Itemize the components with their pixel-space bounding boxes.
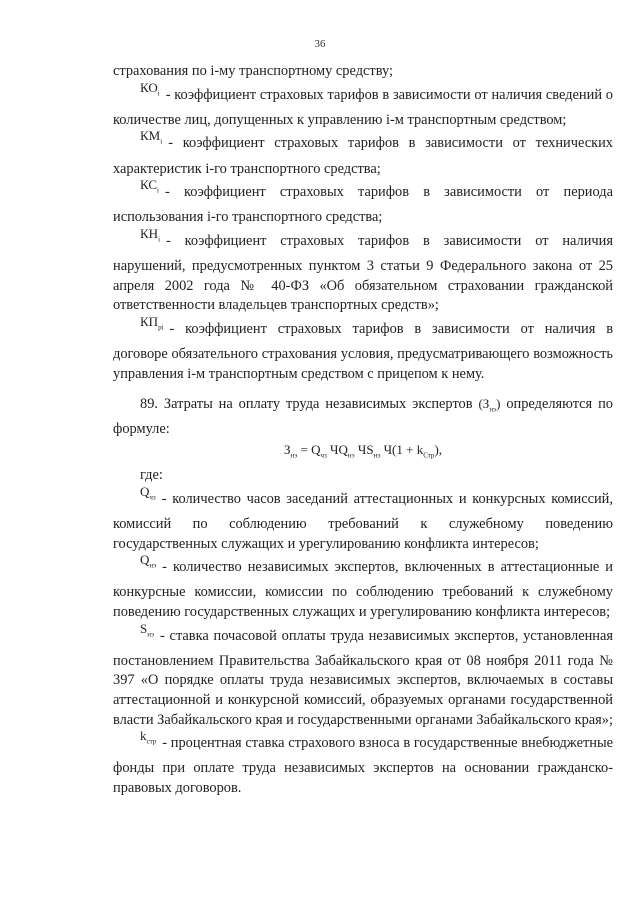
definition-km: $КМ_i$ - коэффициент страховых тарифов в зависимости от технических характеристик i-го транспортного средства;: [113, 128, 613, 177]
definition-ko: $КО_i$ - коэффициент страховых тарифов в зависимости от наличия сведений о количестве лиц, допущенных к управлению i-м транспортным средством;: [113, 79, 613, 128]
where-qchz: $Q_{чз}$ - количество часов заседаний аттестационных и конкурсных комиссий, комиссий по соблюдению требований к служебному поведению государственных служащих и урегулированию конфликта интересов;: [113, 483, 613, 552]
definition-kn: $КН_i$ - коэффициент страховых тарифов в зависимости от наличия нарушений, предусмотренных пунктом 3 статьи 9 Федерального закона от 25 апреля 2002 года № 40-ФЗ «Об обязательном страховании гражданской ответственности владельцев транспортных средств»;: [113, 225, 613, 314]
symbol-zne: $(З_{нэ})$: [478, 396, 501, 414]
symbol: $КМ_i$: [140, 128, 163, 146]
where-label: где:: [140, 467, 163, 484]
where-qne: $Q_{нэ}$ - количество независимых экспертов, включенных в аттестационные и конкурсные комиссии, комиссии по соблюдению требований к служебному поведению государственных служащих и урегулированию конфликта интересов;: [113, 552, 613, 620]
symbol: $S_{нэ}$: [140, 620, 154, 639]
formula: $З_{нэ} = Q_{чз}$ $ЧQ_{нэ}$ $ЧS_{нэ}$ $Ч(1 + k_{Стр})$,: [283, 442, 443, 460]
symbol: $КС_i$: [140, 177, 159, 195]
document-body: [113, 62, 613, 799]
where-kstr: $k_{стр}$ - процентная ставка страхового взноса в государственные внебюджетные фонды при оплате труда независимых экспертов на основании гражданско-правовых договоров.: [113, 728, 613, 796]
symbol: $КП_{рi}$: [140, 313, 164, 332]
symbol: $Q_{нэ}$: [140, 552, 157, 570]
definition-kp: $КП_{рi}$ - коэффициент страховых тарифов в зависимости от наличия в договоре обязательного страхования условия, предусматривающего возможность управления i-м транспортным средством с прицепом к нему.: [113, 313, 613, 382]
symbol: $Q_{чз}$: [140, 483, 156, 502]
text-line: страхования по i-му транспортному средству;: [113, 63, 394, 79]
symbol: $k_{стр}$: [140, 728, 157, 746]
page-number: 36: [314, 38, 326, 50]
definition-ks: $КС_i$ - коэффициент страховых тарифов в зависимости от периода использования i-го транспортного средства;: [113, 177, 613, 226]
symbol: $КО_i$: [140, 79, 160, 98]
symbol: $КН_i$: [140, 225, 161, 244]
paragraph-89: 89. Затраты на оплату труда независимых экспертов $(З_{нэ})$ определяются по формуле:: [113, 396, 613, 438]
where-sne: $S_{нэ}$ - ставка почасовой оплаты труда независимых экспертов, установленная постановлением Правительства Забайкальского края от 08 ноября 2011 года № 397 «О порядке оплаты труда независимых экспертов, включаемых в составы аттестационной и конкурсной комиссий, образуемых органами государственной власти Забайкальского края и государственными органами Забайкальского края»;: [113, 620, 613, 728]
